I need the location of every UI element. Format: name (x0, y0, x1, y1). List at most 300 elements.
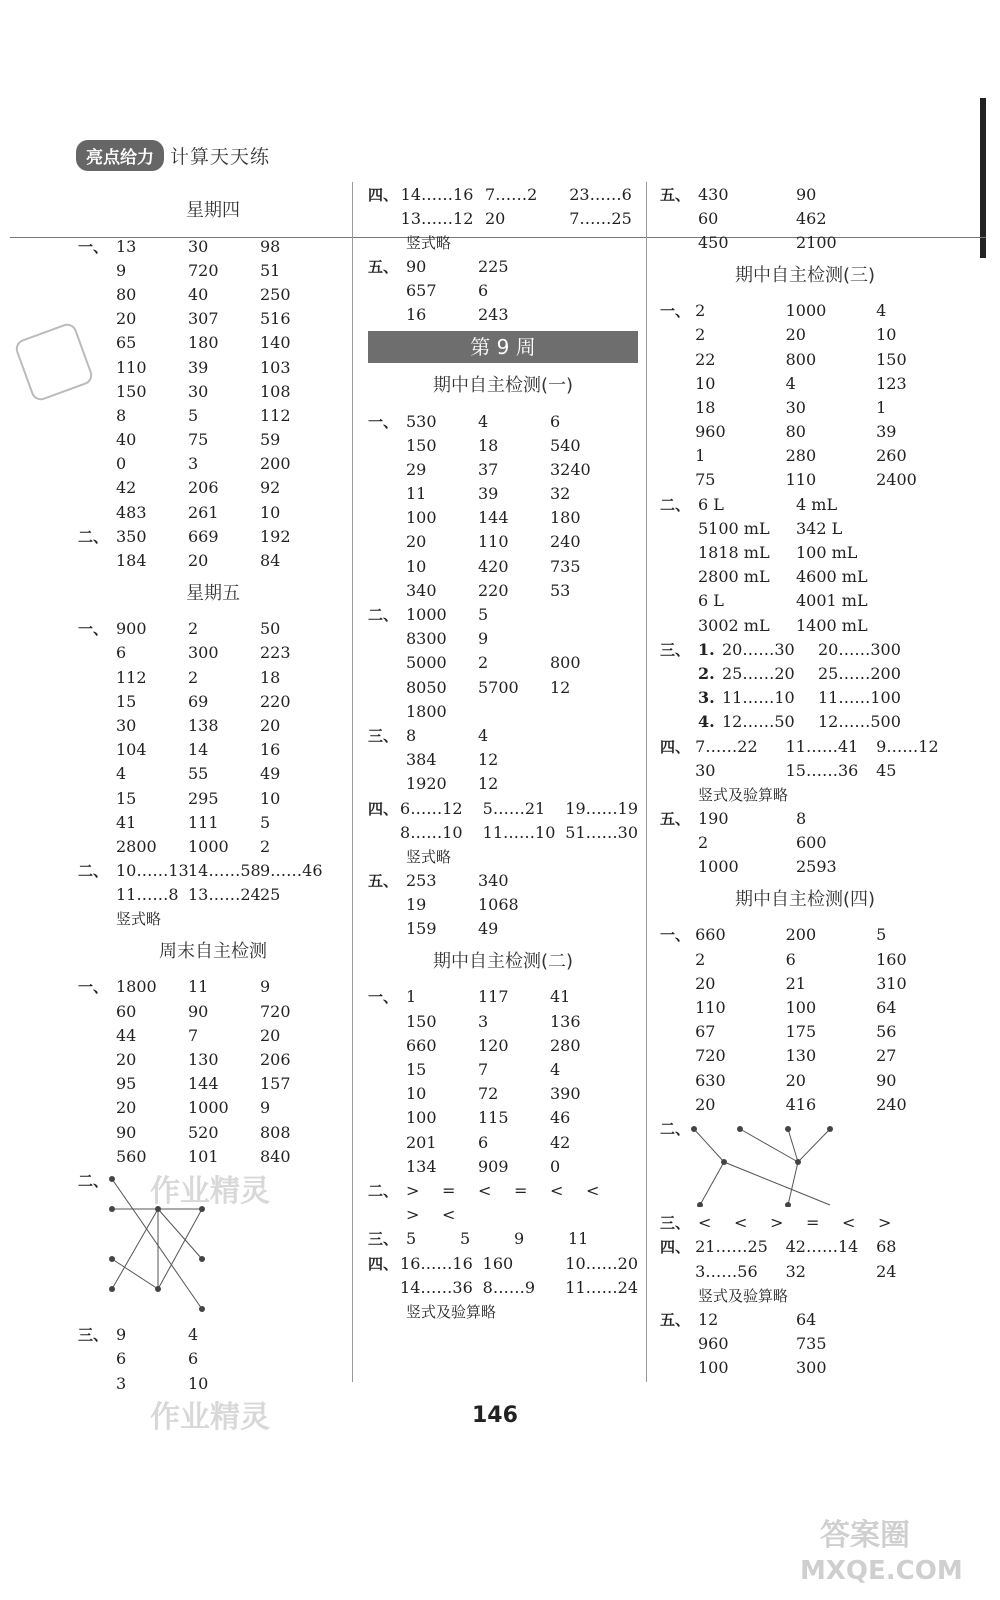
question-label: 二、 (78, 862, 109, 881)
answer-cell: 1000 (785, 301, 827, 321)
answer-cell: 12 (478, 750, 499, 770)
answer-row (368, 602, 638, 626)
answer-cell: 39 (876, 422, 897, 442)
answer-cell: 1068 (478, 895, 519, 915)
answer-cell: 115 (478, 1108, 509, 1128)
answer-cell: 2400 (876, 470, 917, 490)
answer-row (660, 855, 950, 879)
answer-row (368, 409, 638, 433)
answer-cell: 100 (785, 998, 817, 1018)
answer-row (368, 482, 638, 506)
answer-cell: 5 (460, 1229, 471, 1249)
answer-row (660, 516, 950, 540)
answer-cell: 90 (406, 256, 427, 276)
answer-cell: 340 (478, 870, 509, 890)
answer-cell: 1 (695, 446, 706, 466)
answer-group (660, 299, 950, 493)
answer-cell: 150 (406, 1011, 437, 1031)
answer-row (78, 1072, 348, 1096)
question-label: 四、 (368, 799, 399, 818)
answer-cell: 9……12 (876, 736, 939, 756)
answer-cell: 3240 (550, 459, 591, 479)
answer-cell: 175 (785, 1022, 817, 1042)
answer-cell: 450 (698, 232, 729, 252)
answer-cell: 800 (550, 653, 581, 673)
answer-row (660, 206, 950, 230)
watermark-corner-top: 答案圈 (820, 1518, 910, 1553)
answer-cell: 39 (478, 484, 499, 504)
answer-cell: 909 (478, 1156, 509, 1176)
answer-cell: 2. (698, 663, 715, 683)
answer-row (78, 282, 348, 306)
answer-cell: 3 (116, 1373, 127, 1393)
column-1 (78, 190, 348, 1395)
answer-cell: 59 (260, 430, 281, 450)
matching-line (112, 1209, 158, 1289)
answer-group (660, 806, 950, 879)
answer-row (368, 578, 638, 602)
answer-cell: 92 (260, 478, 281, 498)
answer-cell: 12 (550, 677, 571, 697)
header-subtitle: 计算天天练 (170, 146, 271, 168)
answer-cell: 4 (478, 411, 489, 431)
answer-cell: 0 (116, 454, 127, 474)
answer-cell: 9 (116, 1325, 127, 1345)
matching-line (798, 1129, 830, 1162)
question-label: 四、 (660, 1238, 691, 1257)
answer-cell: < (586, 1180, 600, 1200)
answer-row (368, 1033, 638, 1057)
answer-cell: 201 (406, 1132, 437, 1152)
question-label: 一、 (78, 237, 109, 256)
question-label: 二、 (368, 1181, 399, 1200)
answer-cell: 160 (482, 1253, 514, 1273)
answer-cell: 56 (876, 1022, 897, 1042)
answer-cell: 22 (695, 349, 716, 369)
answer-cell: 840 (260, 1146, 291, 1166)
answer-cell: 12……500 (818, 712, 901, 732)
answer-cell: 144 (188, 1074, 219, 1094)
answer-group (368, 868, 638, 941)
answer-cell: 3 (188, 454, 199, 474)
answer-row (78, 689, 348, 713)
answer-cell: 200 (785, 925, 817, 945)
answer-cell: 300 (796, 1358, 827, 1378)
answer-row (660, 1356, 950, 1380)
answer-cell: 6 (478, 1132, 489, 1152)
answer-group (368, 409, 638, 603)
answer-cell: 8050 (406, 677, 447, 697)
answer-row (660, 299, 950, 323)
answer-cell: 6 L (698, 494, 724, 514)
answer-cell: < (478, 1180, 492, 1200)
answer-row (660, 1235, 950, 1259)
answer-cell: 520 (188, 1122, 219, 1142)
answer-cell: 5 (260, 812, 271, 832)
answer-cell: 42……14 (785, 1237, 859, 1257)
answer-row (660, 734, 950, 758)
answer-row (78, 234, 348, 258)
question-label: 一、 (368, 412, 399, 431)
answer-cell: 1000 (188, 1098, 229, 1118)
answer-cell: 630 (695, 1070, 726, 1090)
answer-cell: 2 (698, 833, 709, 853)
matching-dot (109, 1286, 115, 1292)
answer-row (660, 1068, 950, 1092)
answer-row (660, 947, 950, 971)
answer-cell: 6 (785, 949, 796, 969)
answer-cell: 342 L (796, 518, 843, 538)
answer-row (660, 347, 950, 371)
matching-line (694, 1129, 724, 1162)
answer-cell: 80 (116, 284, 137, 304)
answer-cell: 136 (550, 1011, 581, 1031)
answer-cell: 180 (550, 508, 581, 528)
answer-row (78, 403, 348, 427)
answer-cell: 41 (550, 987, 571, 1007)
answer-group (78, 975, 348, 1169)
answer-row (78, 1096, 348, 1120)
answer-cell: 657 (406, 281, 437, 301)
answer-row (660, 1020, 950, 1044)
answer-cell: 45 (876, 760, 897, 780)
answer-row (368, 723, 638, 747)
answer-cell: 261 (188, 502, 219, 522)
answer-row (78, 999, 348, 1023)
matching-dot (785, 1126, 791, 1132)
answer-cell: 75 (695, 470, 716, 490)
answer-row (660, 230, 950, 254)
answer-cell: 13……24 (188, 885, 261, 905)
matching-dot (721, 1159, 727, 1165)
answer-row (368, 1203, 638, 1227)
answer-cell: 14 (188, 740, 209, 760)
answer-cell: 2 (188, 667, 199, 687)
answer-row (368, 1009, 638, 1033)
answer-row (78, 975, 348, 999)
answer-cell: 49 (260, 764, 281, 784)
answer-row (368, 1106, 638, 1130)
answer-cell: 20 (785, 1070, 806, 1090)
answer-cell: 95 (116, 1074, 137, 1094)
answer-cell: 101 (188, 1146, 219, 1166)
answer-cell: 110 (695, 998, 726, 1018)
answer-cell: 350 (116, 526, 147, 546)
answer-cell: 253 (406, 870, 437, 890)
answer-row (78, 1023, 348, 1047)
answer-cell: 15 (116, 788, 137, 808)
answer-row (660, 686, 950, 710)
answer-cell: 12 (478, 774, 499, 794)
question-label: 一、 (78, 978, 109, 997)
answer-row (368, 433, 638, 457)
answer-row (368, 182, 638, 206)
answer-cell: 6 (116, 1349, 127, 1369)
answer-cell: 4 (785, 373, 796, 393)
answer-cell: 90 (876, 1070, 897, 1090)
answer-cell: 150 (116, 381, 147, 401)
answer-cell: 5 (188, 405, 199, 425)
answer-cell: 20 (116, 1050, 137, 1070)
answer-cell: 8……10 (400, 822, 463, 842)
answer-cell: 55 (188, 764, 209, 784)
answer-row (660, 661, 950, 685)
answer-row (368, 1154, 638, 1178)
answer-row (368, 748, 638, 772)
answer-cell: = (442, 1180, 456, 1200)
answer-cell: 220 (260, 691, 291, 711)
answer-cell: 104 (116, 740, 147, 760)
answer-cell: 240 (550, 532, 581, 552)
answer-cell: 23……6 (569, 184, 632, 204)
answer-row (368, 627, 638, 651)
answer-cell: 9 (260, 977, 271, 997)
answer-cell: 1818 mL (698, 543, 770, 563)
answer-cell: 20 (188, 551, 209, 571)
answer-row (660, 420, 950, 444)
matching-dot (155, 1286, 161, 1292)
matching-dot (737, 1126, 743, 1132)
answer-cell: 64 (796, 1309, 817, 1329)
section-title: 期中自主检测(三) (734, 264, 876, 286)
answer-row (368, 554, 638, 578)
answer-row (78, 810, 348, 834)
answer-cell: 0 (550, 1156, 561, 1176)
answer-group (78, 1323, 348, 1396)
answer-cell: 2 (188, 619, 199, 639)
answer-row (368, 1178, 638, 1202)
matching-dot (199, 1306, 205, 1312)
question-label: 二、 (78, 1171, 109, 1190)
answer-row (78, 883, 348, 907)
answer-cell: 130 (188, 1050, 219, 1070)
answer-group (78, 859, 348, 907)
section-title: 期中自主检测(四) (734, 888, 876, 910)
answer-cell: 660 (406, 1035, 437, 1055)
answer-row (368, 699, 638, 723)
answer-cell: 9 (260, 1098, 271, 1118)
answer-cell: 223 (260, 643, 291, 663)
question-label: 三、 (660, 640, 691, 659)
section-title: 周末自主检测 (159, 940, 267, 962)
book-edge (980, 98, 986, 258)
answer-cell: 15 (116, 691, 137, 711)
answer-row (660, 806, 950, 830)
answer-row (78, 452, 348, 476)
answer-row (78, 379, 348, 403)
question-label: 五、 (660, 809, 691, 828)
answer-cell: 20……300 (818, 639, 901, 659)
matching-dot (827, 1126, 833, 1132)
answer-cell: 1000 (406, 605, 447, 625)
answer-cell: 1 (876, 397, 887, 417)
answer-row (78, 859, 348, 883)
answer-cell: 2 (260, 836, 271, 856)
answer-cell: 600 (796, 833, 827, 853)
answer-cell: 11……10 (482, 822, 556, 842)
section-title: 星期五 (186, 582, 240, 604)
column-2 (368, 182, 638, 1323)
answer-group (660, 637, 950, 734)
answer-group (660, 182, 950, 255)
answer-group (368, 1251, 638, 1299)
question-label: 五、 (368, 257, 399, 276)
answer-row (368, 796, 638, 820)
answer-cell: 4 (478, 725, 489, 745)
answer-row (78, 307, 348, 331)
answer-row (660, 395, 950, 419)
answer-cell: 7 (188, 1025, 199, 1045)
answer-row (368, 303, 638, 327)
answer-cell: 100 (406, 508, 437, 528)
answer-cell: 5100 mL (698, 518, 770, 538)
answer-cell: = (514, 1180, 528, 1200)
answer-cell: 100 (698, 1358, 729, 1378)
answer-cell: 10 (695, 373, 716, 393)
answer-cell: 220 (478, 580, 509, 600)
answer-group (660, 734, 950, 782)
answer-row (660, 444, 950, 468)
answer-row (660, 1331, 950, 1355)
answer-cell: 184 (116, 551, 147, 571)
answer-row (78, 524, 348, 548)
answer-cell: 150 (876, 349, 907, 369)
answer-cell: 1 (406, 987, 417, 1007)
answer-cell: 159 (406, 919, 437, 939)
watermark-corner-bottom: MXQE.COM (800, 1556, 963, 1586)
answer-cell: 40 (116, 430, 137, 450)
answer-cell: 6 (478, 281, 489, 301)
answer-cell: 5000 (406, 653, 447, 673)
answer-group (78, 234, 348, 524)
answer-cell: 4 (188, 1325, 199, 1345)
answer-cell: 134 (406, 1156, 437, 1176)
answer-cell: 20 (260, 715, 281, 735)
answer-cell: 42 (550, 1132, 571, 1152)
answer-cell: 1800 (116, 977, 157, 997)
answer-row (660, 492, 950, 516)
answer-cell: 100 mL (796, 543, 858, 563)
answer-row (368, 1130, 638, 1154)
answer-cell: 20 (695, 1094, 716, 1114)
answer-cell: 84 (260, 551, 281, 571)
answer-cell: 10……20 (565, 1253, 638, 1273)
answer-cell: 5 (876, 925, 887, 945)
answer-row (368, 917, 638, 941)
answer-cell: 30 (695, 760, 716, 780)
answer-cell: 3 (478, 1011, 489, 1031)
matching-dot (109, 1176, 115, 1182)
answer-cell: 51……30 (565, 822, 638, 842)
answer-cell: > (406, 1205, 420, 1225)
answer-cell: 6 (116, 643, 127, 663)
answer-row (368, 772, 638, 796)
answer-row (78, 1144, 348, 1168)
answer-row (78, 331, 348, 355)
answer-cell: 7……2 (484, 184, 538, 204)
answer-row (368, 985, 638, 1009)
answer-cell: 5 (406, 1229, 417, 1249)
answer-cell: 75 (188, 430, 209, 450)
answer-cell: 98 (260, 236, 281, 256)
answer-cell: 20 (406, 532, 427, 552)
answer-row (368, 651, 638, 675)
question-label: 一、 (660, 926, 691, 945)
answer-cell: 46 (550, 1108, 571, 1128)
answer-cell: 669 (188, 526, 219, 546)
answer-cell: 462 (796, 208, 827, 228)
answer-cell: 10 (188, 1373, 209, 1393)
answer-cell: 25 (260, 885, 281, 905)
answer-cell: 41 (116, 812, 137, 832)
answer-cell: 160 (876, 949, 907, 969)
answer-row (660, 182, 950, 206)
answer-cell: 69 (188, 691, 209, 711)
answer-cell: 20 (785, 325, 806, 345)
answer-cell: 37 (478, 459, 499, 479)
answer-row (78, 1047, 348, 1071)
answer-cell: 660 (695, 925, 726, 945)
note-text: 竖式略 (116, 910, 162, 929)
answer-cell: 49 (478, 919, 499, 939)
answer-cell: 21……25 (695, 1237, 768, 1257)
answer-cell: 8 (796, 808, 807, 828)
answer-group (660, 1235, 950, 1283)
answer-cell: 7……22 (695, 736, 758, 756)
answer-row (660, 371, 950, 395)
question-label: 五、 (660, 185, 691, 204)
answer-row (660, 1259, 950, 1283)
answer-cell: 4 (116, 764, 127, 784)
answer-cell: 60 (116, 1001, 137, 1021)
answer-group (78, 617, 348, 859)
matching-diagram (660, 1117, 920, 1207)
answer-row (78, 476, 348, 500)
answer-cell: 808 (260, 1122, 291, 1142)
matching-dot (199, 1256, 205, 1262)
answer-cell: > (406, 1180, 420, 1200)
answer-cell: 720 (260, 1001, 291, 1021)
answer-cell: 530 (406, 411, 437, 431)
answer-cell: 18 (478, 435, 499, 455)
answer-cell: 110 (785, 470, 817, 490)
matching-line (112, 1259, 158, 1289)
question-label: 二、 (660, 1119, 691, 1138)
question-label: 三、 (660, 1214, 691, 1233)
answer-row (368, 457, 638, 481)
answer-cell: 3. (698, 688, 715, 708)
answer-cell: 4 (550, 1060, 561, 1080)
answer-row (78, 738, 348, 762)
question-label: 二、 (78, 527, 109, 546)
answer-cell: 9……46 (260, 861, 323, 881)
answer-cell: 420 (478, 556, 509, 576)
answer-cell: 206 (188, 478, 219, 498)
answer-row (368, 530, 638, 554)
answer-cell: 11……24 (565, 1277, 638, 1297)
answer-cell: 157 (260, 1074, 291, 1094)
answer-cell: 25……20 (722, 663, 795, 683)
answer-row (660, 710, 950, 734)
answer-cell: 90 (116, 1122, 137, 1142)
watermark-left: 作业精灵 (150, 1174, 270, 1209)
answer-cell: 112 (116, 667, 147, 687)
answer-cell: 10……13 (116, 861, 189, 881)
answer-cell: 390 (550, 1084, 581, 1104)
answer-cell: 310 (876, 973, 907, 993)
answer-cell: 21 (785, 973, 806, 993)
answer-row (660, 1211, 950, 1235)
